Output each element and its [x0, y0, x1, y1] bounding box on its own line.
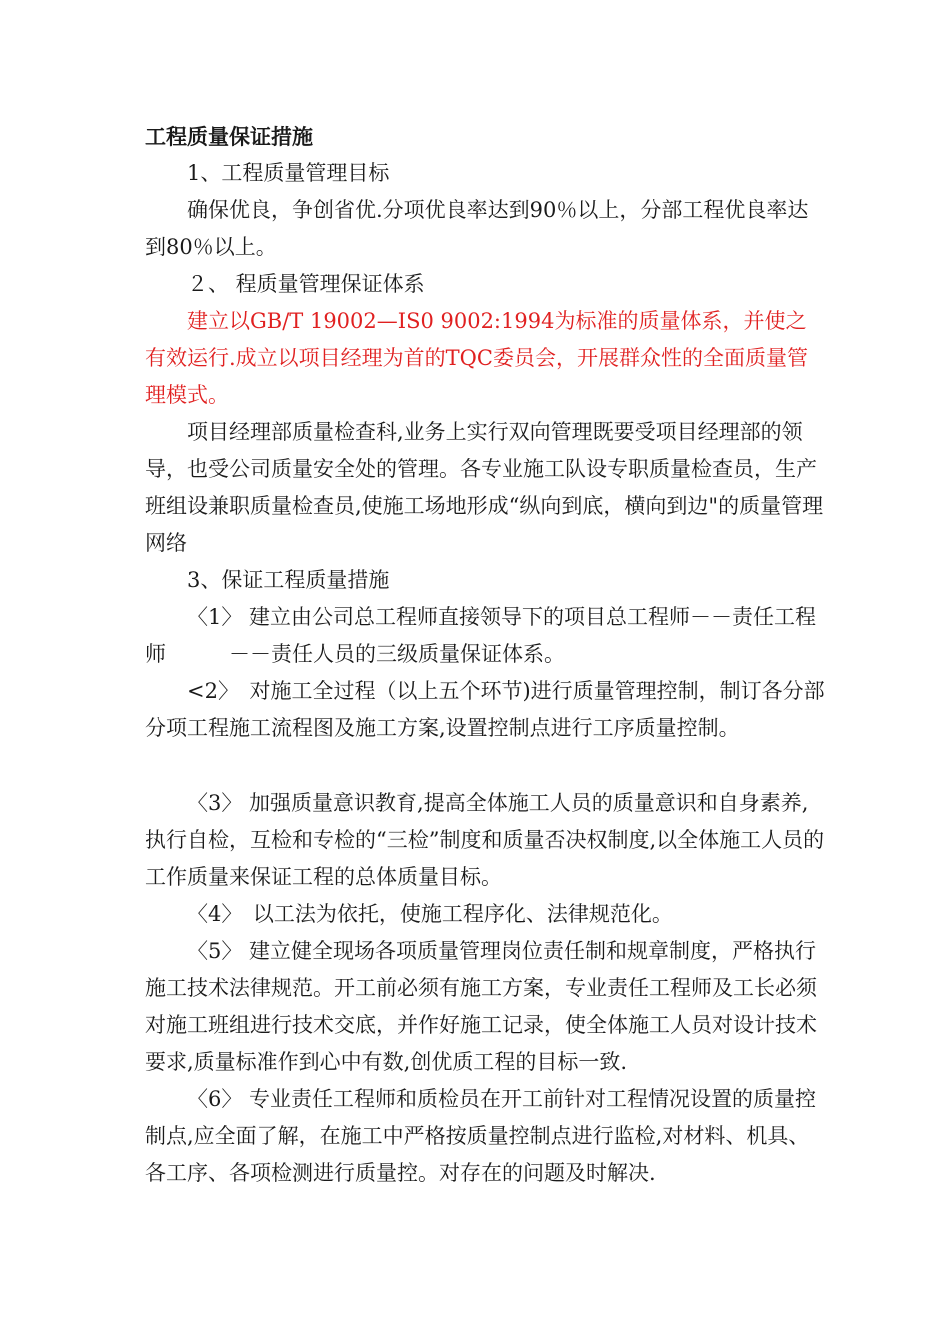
measure-item-4: 〈4〉 以工法为依托，使施工程序化、法律规范化。	[187, 902, 673, 926]
section1-body: 确保优良，争创省优.分项优良率达到90％以上，分部工程优良率达到80％以上。	[145, 198, 809, 259]
measure-item-1: 〈1〉 建立由公司总工程师直接领导下的项目总工程师－－责任工程师 －－责任人员的三级质量保证体系。	[145, 605, 817, 666]
section2-body: 项目经理部质量检查科,业务上实行双向管理既要受项目经理部的领导，也受公司质量安全处的管理。各专业施工队设专职质量检查员，生产班组设兼职质量检查员,使施工场地形成“纵向到底，横向到边"的质量管理网络	[145, 420, 824, 555]
blank-line	[145, 747, 825, 785]
section2-highlight-paragraph: 建立以GB/T 19002—IS0 9002:1994为标准的质量体系，并使之有效运行.成立以项目经理为首的TQC委员会，开展群众性的全面质量管理模式。	[145, 309, 808, 407]
section2-heading: ２、 程质量管理保证体系	[187, 272, 425, 296]
measure-item-5: 〈5〉 建立健全现场各项质量管理岗位责任制和规章制度，严格执行施工技术法律规范。开工前必须有施工方案，专业责任工程师及工长必须对施工班组进行技术交底，并作好施工记录，使全体施工人员对设计技术要求,质量标准作到心中有数,创优质工程的目标一致.	[145, 939, 817, 1074]
section3-heading: 3、保证工程质量措施	[187, 568, 390, 592]
document-title: 工程质量保证措施	[145, 124, 313, 149]
measure-item-2: <2〉 对施工全过程（以上五个环节)进行质量管理控制，制订各分部分项工程施工流程图及施工方案,设置控制点进行工序质量控制。	[145, 679, 825, 740]
document-page	[145, 118, 825, 1192]
section1-heading: 1、工程质量管理目标	[187, 161, 390, 185]
measure-item-6: 〈6〉 专业责任工程师和质检员在开工前针对工程情况设置的质量控制点,应全面了解，在施工中严格按质量控制点进行监检,对材料、机具、各工序、各项检测进行质量控。对存在的问题及时解决.	[145, 1087, 817, 1185]
measure-item-3: 〈3〉 加强质量意识教育,提高全体施工人员的质量意识和自身素养,执行自检，互检和专检的“三检”制度和质量否决权制度,以全体施工人员的工作质量来保证工程的总体质量目标。	[145, 791, 825, 889]
